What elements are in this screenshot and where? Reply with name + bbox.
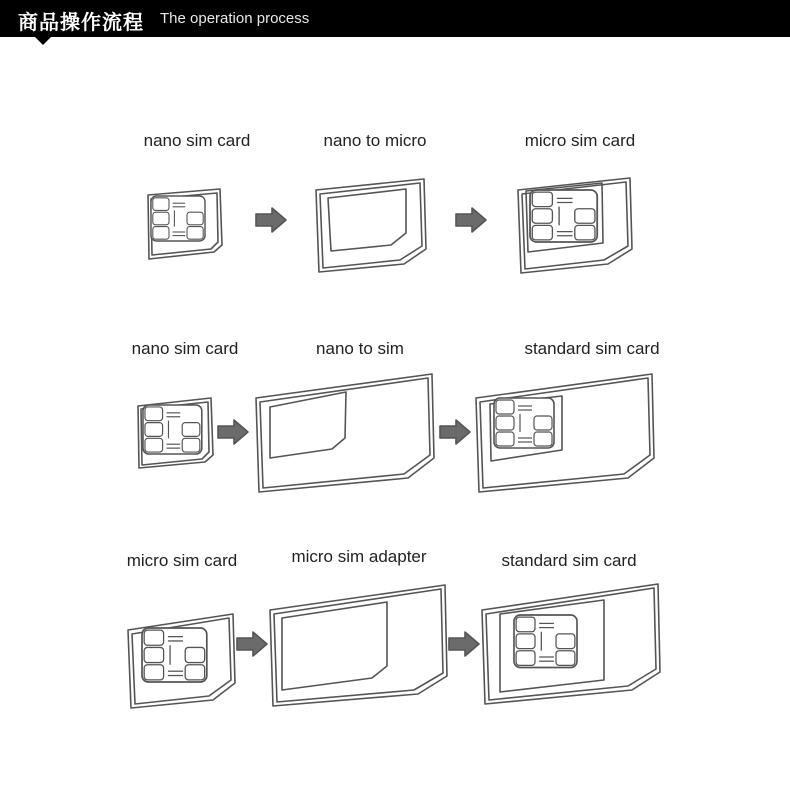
row2-label-nano-sim-card: nano sim card xyxy=(131,339,239,358)
row1-nano-card-icon xyxy=(148,189,222,259)
row2-label-nano-to-sim: nano to sim xyxy=(316,339,404,358)
row1-arrow-1-icon xyxy=(256,208,286,232)
row2-arrow-2-icon xyxy=(440,420,470,444)
row3-standard-card-icon xyxy=(482,584,660,704)
row1-micro-card-icon xyxy=(518,178,632,273)
row1-nano-to-micro-adapter-icon xyxy=(316,179,426,272)
row3-micro-sim-adapter-icon xyxy=(270,585,447,706)
row2-arrow-1-icon xyxy=(218,420,248,444)
row1-label-nano-sim-card: nano sim card xyxy=(143,131,251,150)
row3-label-standard-sim-card: standard sim card xyxy=(501,551,637,570)
row2-standard-card-icon xyxy=(476,374,654,492)
row1-label-nano-to-micro: nano to micro xyxy=(323,131,427,150)
row2-nano-to-sim-adapter-icon xyxy=(256,374,434,492)
row1-label-micro-sim-card: micro sim card xyxy=(524,131,636,150)
row2-nano-card-icon xyxy=(138,398,213,468)
row1-arrow-2-icon xyxy=(456,208,486,232)
row3-arrow-2-icon xyxy=(449,632,479,656)
row2-label-standard-sim-card: standard sim card xyxy=(524,339,660,358)
row3-micro-card-icon xyxy=(128,614,235,708)
row3-label-micro-sim-card: micro sim card xyxy=(126,551,238,570)
row3-arrow-1-icon xyxy=(237,632,267,656)
row3-label-micro-sim-adapter: micro sim adapter xyxy=(291,547,427,566)
header-title: 商品操作流程 xyxy=(18,10,144,34)
header-subtitle: The operation process xyxy=(160,10,310,27)
